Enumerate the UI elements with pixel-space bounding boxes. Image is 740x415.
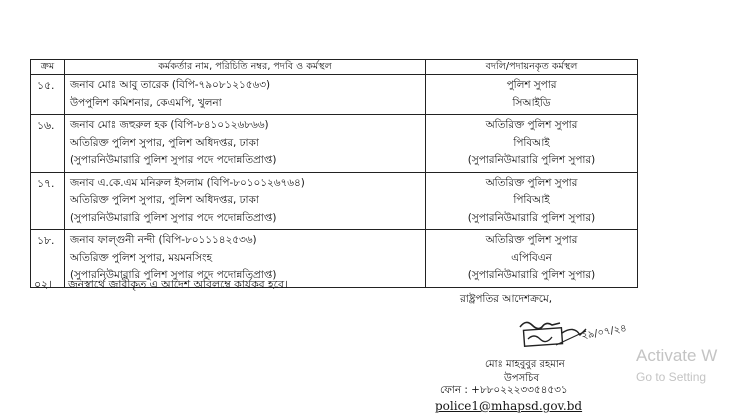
- posting-note: (সুপারনিউমারারি পুলিশ সুপার): [467, 211, 596, 224]
- signatory-name: মোঃ মাহবুবুর রহমান: [485, 359, 565, 370]
- officer-promotion-note: (সুপারনিউমারারি পুলিশ সুপার পদে পদোন্নতিপ্রাপ্ত): [70, 211, 277, 224]
- posting-cell: [426, 75, 638, 115]
- officer-promotion-note: (সুপারনিউমারারি পুলিশ সুপার পদে পদোন্নতিপ্রাপ্ত): [70, 154, 277, 166]
- handwritten-signature: [516, 315, 636, 351]
- officer-cell: [65, 115, 426, 173]
- closing-index: ০২।: [34, 278, 52, 291]
- signature-date: ২৯/০৭/২৪: [580, 323, 628, 342]
- closing-clause: [34, 276, 288, 295]
- officer-cell: [65, 172, 426, 230]
- windows-activation-watermark: [636, 346, 718, 384]
- posting-cell: [426, 230, 638, 288]
- posting-designation: অতিরিক্ত পুলিশ সুপার: [485, 176, 578, 189]
- presidential-order-line: রাষ্ট্রপতির আদেশক্রমে,: [460, 293, 553, 305]
- officer-position: উপপুলিশ কমিশনার, কেএমপি, খুলনা: [70, 96, 222, 109]
- closing-text: জনস্বার্থে জারীকৃত এ আদেশ অবিলম্বে কার্যকর হবে।: [68, 278, 288, 291]
- header-serial: ক্রম: [31, 60, 65, 75]
- posting-unit: পিবিআই: [513, 194, 550, 206]
- watermark-line-1: Activate W: [636, 346, 718, 365]
- officer-promotion-note: (সুপারনিউমারারি পুলিশ সুপার পদে পদোন্নতিপ্রাপ্ত): [70, 269, 277, 281]
- signatory-designation: উপসচিব: [504, 373, 540, 384]
- serial-cell: ১৬.: [31, 115, 65, 173]
- watermark-line-2: Go to Setting: [636, 370, 707, 384]
- posting-note: (সুপারনিউমারারি পুলিশ সুপার): [467, 269, 596, 281]
- contact-phone: ফোন : +৮৮০২২২৩৩৫৪৫৩১: [440, 384, 568, 396]
- posting-unit: সিআইডি: [512, 96, 551, 109]
- table-row: [31, 172, 638, 230]
- posting-cell: [426, 172, 638, 230]
- posting-unit: এপিবিএন: [511, 251, 552, 264]
- posting-cell: [426, 115, 638, 173]
- officer-position: অতিরিক্ত পুলিশ সুপার, ময়মনসিংহ: [70, 251, 212, 264]
- officer-position: অতিরিক্ত পুলিশ সুপার, পুলিশ অধিদপ্তর, ঢাকা: [70, 194, 259, 206]
- serial-cell: ১৮.: [31, 230, 65, 288]
- officer-name: জনাব এ.কে.এম মনিরুল ইসলাম (বিপি-৮০১০১২৬৭৬৪): [70, 176, 305, 189]
- posting-designation: পুলিশ সুপার: [506, 79, 557, 91]
- posting-note: (সুপারনিউমারারি পুলিশ সুপার): [467, 154, 596, 166]
- table-header-row: [31, 60, 638, 75]
- officer-name: জনাব ফাল্গুনী নন্দী (বিপি-৮০১১১৪২৫৩৬): [70, 234, 257, 246]
- officer-name: জনাব মোঃ জহুরুল হক (বিপি-৮৪১০১২৬৮৬৬): [70, 119, 269, 131]
- contact-email: police1@mhapsd.gov.bd: [435, 399, 583, 413]
- header-new-posting: বদলি/পদায়নকৃত কর্মস্থল: [426, 60, 638, 75]
- officer-position: অতিরিক্ত পুলিশ সুপার, পুলিশ অধিদপ্তর, ঢাকা: [70, 136, 259, 149]
- posting-designation: অতিরিক্ত পুলিশ সুপার: [485, 234, 578, 246]
- posting-unit: পিবিআই: [513, 136, 550, 149]
- header-officer-details: কর্মকর্তার নাম, পরিচিতি নম্বর, পদবি ও কর্মস্থল: [65, 60, 426, 75]
- serial-cell: ১৫.: [31, 75, 65, 115]
- serial-cell: ১৭.: [31, 172, 65, 230]
- posting-designation: অতিরিক্ত পুলিশ সুপার: [485, 119, 578, 131]
- officer-cell: [65, 75, 426, 115]
- table-row: [31, 115, 638, 173]
- table-row: [31, 75, 638, 115]
- officer-name: জনাব মোঃ আবু তারেক (বিপি-৭৯০৮১২১৫৬৩): [70, 79, 271, 91]
- transfer-order-table: [30, 59, 638, 288]
